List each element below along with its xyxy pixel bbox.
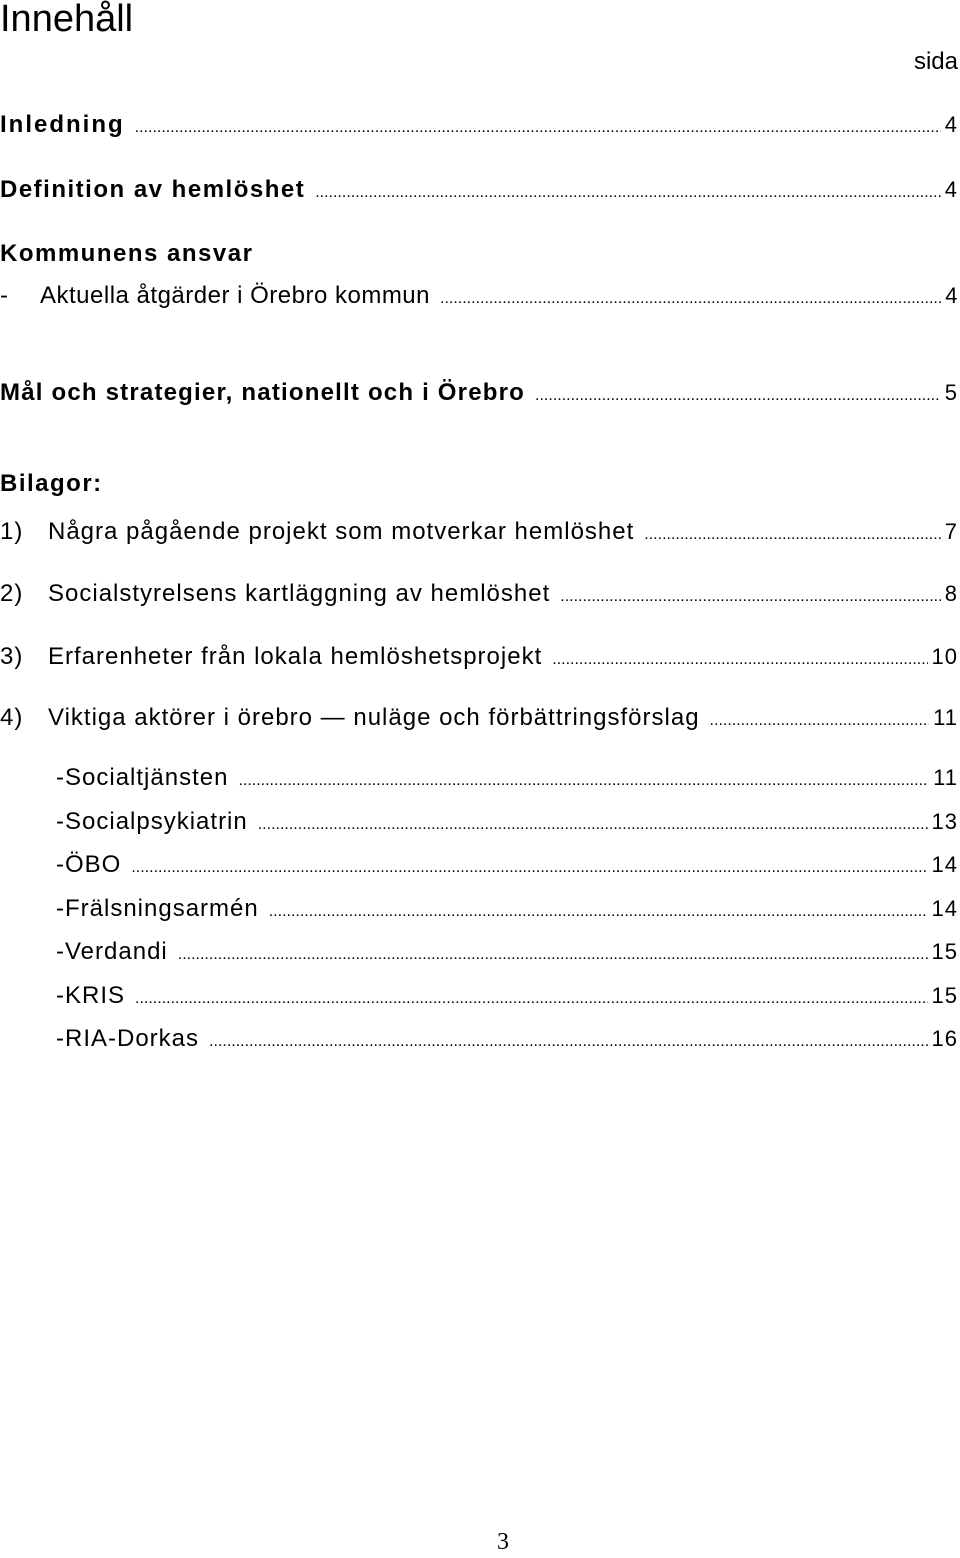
- toc-entry-kris[interactable]: [56, 980, 960, 1015]
- toc-entry-label: [56, 806, 248, 838]
- toc-entry-page: 10: [931, 644, 958, 669]
- toc-dash: -: [56, 808, 65, 835]
- toc-leader-dots: [710, 705, 930, 737]
- toc-entry-text: KRIS: [65, 982, 126, 1009]
- toc-entry-page: 11: [933, 705, 958, 730]
- toc-leader-dots: [560, 581, 941, 613]
- toc-leader-dots: [535, 380, 941, 412]
- toc-entry-page: 15: [931, 939, 958, 964]
- toc-leader-dots: [258, 809, 928, 841]
- toc-entry-label: [56, 893, 259, 925]
- toc-entry-label: [56, 762, 228, 794]
- toc-entry-text: Viktiga aktörer i örebro — nuläge och förbättringsförslag: [48, 704, 700, 731]
- toc-entry-label: [0, 516, 634, 548]
- toc-entry-text: Frälsningsarmén: [65, 895, 259, 922]
- toc-entry-text: Aktuella åtgärder i Örebro kommun: [40, 282, 430, 309]
- toc-leader-dots: [269, 896, 928, 928]
- toc-entry-mal[interactable]: [0, 377, 960, 412]
- toc-entry-obo[interactable]: [56, 849, 960, 884]
- toc-entry-text: Socialtjänsten: [65, 764, 229, 791]
- toc-entry-text: Några pågående projekt som motverkar hemlöshet: [48, 518, 635, 545]
- toc-entry-page: 4: [944, 177, 958, 202]
- toc-entry-label: [0, 280, 430, 312]
- toc-entry-label: Inledning: [0, 111, 125, 138]
- toc-leader-dots: [135, 983, 928, 1015]
- page-title: Innehåll: [0, 0, 134, 40]
- toc-entry-bilaga-2[interactable]: [0, 578, 960, 613]
- toc-entry-bilaga-3[interactable]: [0, 641, 960, 676]
- toc-entry-page: 5: [944, 380, 958, 405]
- toc-entry-verdandi[interactable]: [56, 936, 960, 971]
- toc-entry-fralsningsarmen[interactable]: [56, 893, 960, 928]
- toc-leader-dots: [178, 939, 928, 971]
- toc-entry-text: Socialpsykiatrin: [65, 808, 248, 835]
- toc-entry-label: Definition av hemlöshet: [0, 176, 306, 203]
- toc-entry-page: 4: [944, 112, 958, 137]
- toc-dash: -: [56, 938, 65, 965]
- toc-leader-dots: [552, 644, 927, 676]
- toc-leader-dots: [644, 519, 940, 551]
- toc-entry-label: [56, 980, 125, 1012]
- toc-entry-text: Verdandi: [65, 938, 168, 965]
- toc-entry-label: [56, 936, 168, 968]
- toc-leader-dots: [440, 283, 941, 315]
- toc-entry-socialtjansten[interactable]: [56, 762, 960, 797]
- toc-dash: -: [56, 1025, 65, 1052]
- toc-dash: -: [56, 764, 65, 791]
- toc-entry-page: 8: [944, 581, 958, 606]
- toc-number: 1): [0, 518, 24, 545]
- toc-entry-inledning[interactable]: [0, 109, 960, 144]
- page-column-label: sida: [913, 48, 958, 75]
- toc-entry-text: RIA-Dorkas: [65, 1025, 200, 1052]
- toc-entry-page: 4: [945, 283, 958, 308]
- toc-entry-text: ÖBO: [65, 851, 122, 878]
- toc-entry-page: 11: [933, 765, 958, 790]
- toc-entry-label: [0, 702, 700, 734]
- toc-entry-bilaga-4[interactable]: [0, 702, 960, 737]
- toc-heading-kommunens-ansvar: Kommunens ansvar: [0, 240, 254, 267]
- toc-entry-label: [0, 641, 542, 673]
- toc-dash: -: [56, 982, 65, 1009]
- toc-leader-dots: [135, 112, 941, 144]
- toc-entry-page: 14: [931, 896, 958, 921]
- toc-number: 3): [0, 643, 24, 670]
- toc-entry-page: 16: [931, 1026, 958, 1051]
- toc-entry-label: [0, 578, 550, 610]
- toc-entry-ria-dorkas[interactable]: [56, 1023, 960, 1058]
- toc-entry-text: Socialstyrelsens kartläggning av hemlöshet: [48, 580, 551, 607]
- toc-number: 2): [0, 580, 24, 607]
- toc-heading-bilagor: Bilagor:: [0, 470, 103, 497]
- toc-entry-label: Mål och strategier, nationellt och i Örebro: [0, 379, 526, 406]
- page-number: 3: [497, 1529, 509, 1555]
- toc-leader-dots: [209, 1026, 927, 1058]
- toc-entry-aktuella[interactable]: [0, 280, 960, 315]
- toc-leader-dots: [238, 765, 929, 797]
- toc-dash: -: [56, 895, 65, 922]
- toc-entry-text: Erfarenheter från lokala hemlöshetsprojekt: [48, 643, 543, 670]
- toc-dash: -: [56, 851, 65, 878]
- toc-number: 4): [0, 704, 24, 731]
- toc-leader-dots: [315, 177, 941, 209]
- toc-entry-label: [56, 1023, 199, 1055]
- toc-entry-socialpsykiatrin[interactable]: [56, 806, 960, 841]
- toc-entry-bilaga-1[interactable]: [0, 516, 960, 551]
- toc-leader-dots: [131, 852, 927, 884]
- toc-entry-page: 7: [944, 519, 958, 544]
- toc-entry-definition[interactable]: [0, 174, 960, 209]
- toc-entry-page: 15: [931, 983, 958, 1008]
- toc-entry-label: [56, 849, 121, 881]
- toc-entry-page: 14: [931, 852, 958, 877]
- toc-dash: -: [0, 282, 9, 309]
- toc-entry-page: 13: [931, 809, 958, 834]
